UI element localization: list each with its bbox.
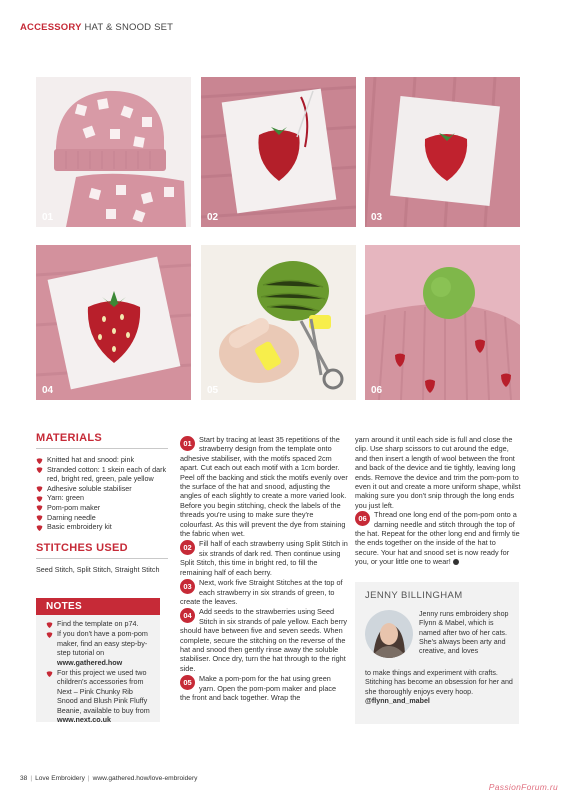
notes-heading: NOTES xyxy=(36,598,160,615)
list-item: If you don't have a pom-pom maker, find an easy step-by-step tutorial on www.gathered.how xyxy=(46,629,154,667)
strawberry-icon xyxy=(46,670,53,677)
next-link[interactable]: www.next.co.uk xyxy=(57,715,112,725)
strawberry-icon xyxy=(36,485,43,492)
step-01 xyxy=(180,435,348,538)
strawberry-icon xyxy=(36,504,43,511)
stitches-text: Seed Stitch, Split Stitch, Straight Stitch xyxy=(36,564,160,574)
step-number-badge: 04 xyxy=(180,608,195,623)
strawberry-icon xyxy=(36,457,43,464)
designer-name: JENNY BILLINGHAM xyxy=(365,590,463,601)
section-label: ACCESSORY xyxy=(20,22,82,33)
materials-list xyxy=(36,455,168,532)
designer-bio-text: Jenny runs embroidery shop Flynn & Mabel, which is named after two of her cats. She's always been arty and creative, and loves xyxy=(419,610,509,656)
instructions-column-2 xyxy=(355,435,521,567)
page-footer: 38 | Love Embroidery | www.gathered.how/love-embroidery xyxy=(20,775,198,782)
step-text: Make a pom-pom for the hat using green yarn. Open the pom-pom maker and place the front and back together. Wrap the xyxy=(180,674,337,702)
step-text: Next, work five Straight Stitches at the top of each strawberry in six strands of green, to create the leaves. xyxy=(180,578,343,606)
photo-number: 06 xyxy=(371,385,383,396)
section-subtitle: HAT & SNOOD SET xyxy=(84,22,174,33)
photo-number: 02 xyxy=(207,212,219,223)
strawberry-icon xyxy=(46,631,53,638)
step-number-badge: 06 xyxy=(355,511,370,526)
end-mark-icon xyxy=(453,559,459,565)
photo-step-05 xyxy=(201,245,356,400)
gathered-link[interactable]: www.gathered.how xyxy=(57,657,123,667)
photo-step-02 xyxy=(201,77,356,227)
designer-avatar xyxy=(365,610,413,658)
list-item: Yarn: green xyxy=(36,493,168,503)
step-number-badge: 03 xyxy=(180,579,195,594)
strawberry-icon xyxy=(36,524,43,531)
step-05 xyxy=(180,674,348,712)
list-item: Darning needle xyxy=(36,513,168,523)
list-item: Adhesive soluble stabiliser xyxy=(36,484,168,494)
list-item: Knitted hat and snood: pink xyxy=(36,455,168,465)
strawberry-icon xyxy=(36,514,43,521)
step-03 xyxy=(180,578,348,606)
designer-bio-text-continued: to make things and experiment with crafts. Stitching has become an obsession for her and she thoroughly enjoys every hoop. @flynn_and_mabel xyxy=(365,669,513,705)
strawberry-icon xyxy=(46,621,53,628)
designer-handle[interactable]: @flynn_and_mabel xyxy=(365,696,430,705)
stitches-heading: STITCHES USED xyxy=(36,541,128,554)
divider xyxy=(36,558,168,559)
strawberry-icon xyxy=(36,495,43,502)
list-item: Stranded cotton: 1 skein each of dark red, bright red, green, pale yellow xyxy=(36,465,168,484)
magazine-name: Love Embroidery xyxy=(35,775,85,782)
photo-number: 01 xyxy=(42,212,54,223)
step-06 xyxy=(355,510,521,566)
photo-number: 03 xyxy=(371,212,383,223)
list-item: Basic embroidery kit xyxy=(36,522,168,532)
strawberry-icon xyxy=(36,466,43,473)
materials-column xyxy=(36,432,168,574)
magazine-url[interactable]: www.gathered.how/love-embroidery xyxy=(92,775,198,782)
designer-bio-box xyxy=(355,582,519,724)
list-item: For this project we used two children's accessories from Next – Pink Chunky Rib Snood and Blush Pink Fluffy Beanie, available to buy from www.next.co.uk xyxy=(46,668,154,724)
notes-box xyxy=(36,598,160,725)
photo-number: 05 xyxy=(207,385,219,396)
step-text: Add seeds to the strawberries using Seed Stitch in six strands of pale yellow. Each berry should have between five and seven seeds. When complete, secure the stitching on the reverse of the hat and snood then gently rinse away the soluble stabiliser. Once dry, turn the hat through to the right side. xyxy=(180,607,348,673)
step-05-continued: yarn around it until each side is full and close the clip. Use sharp scissors to cut around the edge, and then insert a length of wool between the front and back of the device and tie tightly, leaving long ends. Remove the device and trim the pom-pom to even it out and create a more uniform shape, whilst making sure you don't snip through the long ends you just left. xyxy=(355,435,521,510)
photo-number: 04 xyxy=(42,385,54,396)
step-text: Start by tracing at least 35 repetitions of the strawberry design from the template onto adhesive stabiliser, with the motifs spaced 2cm apart. Cut each out each motif with a 1cm border. Peel off the backing and stick the motifs evenly over the surface of the hat and snood, adjusting the angles of each slightly to create a more varied look. Before you begin stitching, check the labels of the threads you're using to make sure they're colourfast. As this will prevent the dye from staining the fabric when wet. xyxy=(180,435,348,539)
step-text: Fill half of each strawberry using Split Stitch in six strands of dark red. Then continue using Split Stitch, this time in bright red, to fill the remaining half of each berry. xyxy=(180,539,348,577)
photo-step-06 xyxy=(365,245,520,400)
step-text: Thread one long end of the pom-pom onto a darning needle and stitch through the top of the hat. Repeat for the other long end and firmly tie the ends together on the inside of the hat to secure. Your hat and snood set is now ready for you, or your little one to wear! xyxy=(355,510,520,567)
photo-step-04 xyxy=(36,245,191,400)
page-header xyxy=(20,22,173,33)
list-item: Find the template on p74. xyxy=(46,619,154,628)
divider xyxy=(36,448,168,449)
photo-step-03 xyxy=(365,77,520,227)
list-item: Pom-pom maker xyxy=(36,503,168,513)
step-number-badge: 02 xyxy=(180,540,195,555)
step-04 xyxy=(180,607,348,673)
notes-list xyxy=(36,615,160,724)
watermark: PassionForum.ru xyxy=(488,782,558,792)
step-number-badge: 01 xyxy=(180,436,195,451)
instructions-column-1 xyxy=(180,435,348,712)
step-number-badge: 05 xyxy=(180,675,195,690)
page-number: 38 xyxy=(20,775,28,782)
photo-step-01 xyxy=(36,77,191,227)
materials-heading: MATERIALS xyxy=(36,432,103,444)
step-02 xyxy=(180,539,348,577)
